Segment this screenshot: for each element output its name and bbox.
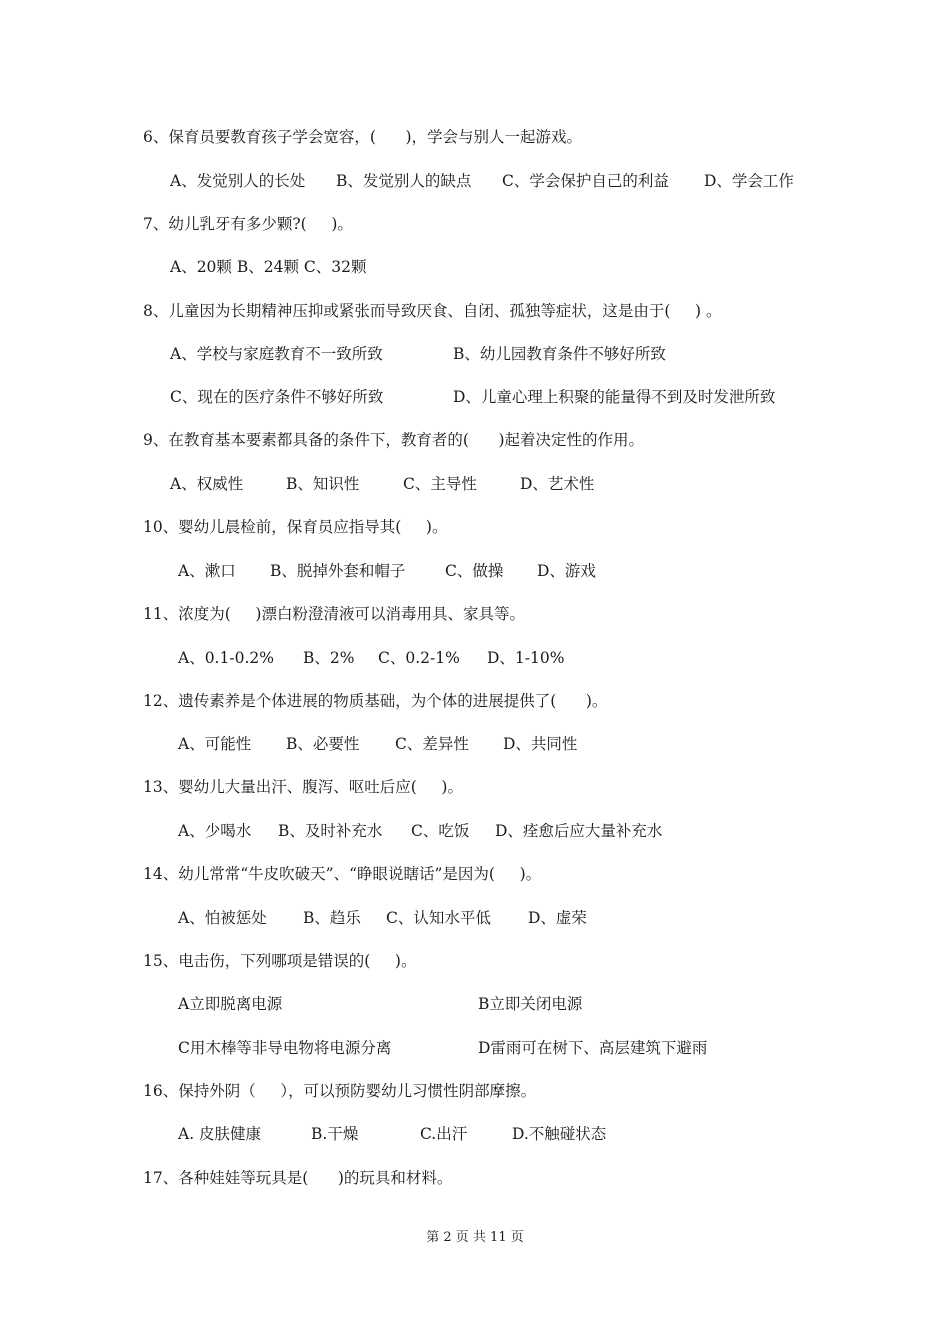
- question-12-stem: 12、遗传素养是个体进展的物质基础，为个体的进展提供了( )。: [143, 692, 608, 710]
- question-15-stem: 15、电击伤，下列哪项是错误的( )。: [143, 952, 417, 970]
- question-7-stem: 7、幼儿乳牙有多少颗?( )。: [143, 215, 353, 233]
- question-8-stem: 8、儿童因为长期精神压抑或紧张而导致厌食、自闭、孤独等症状，这是由于( ) 。: [143, 302, 722, 320]
- question-11-option-c: C、0.2-1%: [378, 649, 460, 667]
- question-6-option-a: A、发觉别人的长处: [170, 172, 306, 190]
- question-9-option-d: D、艺术性: [520, 475, 595, 493]
- question-16-option-d: D.不触碰状态: [512, 1125, 607, 1143]
- question-11-option-a: A、0.1-0.2%: [178, 649, 274, 667]
- question-10-option-b: B、脱掉外套和帽子: [270, 562, 406, 580]
- question-8-option-b: B、幼儿园教育条件不够好所致: [453, 345, 666, 363]
- question-9-stem: 9、在教育基本要素都具备的条件下，教育者的( )起着决定性的作用。: [143, 431, 645, 449]
- question-16-option-c: C.出汗: [420, 1125, 468, 1143]
- question-10-option-d: D、游戏: [537, 562, 596, 580]
- question-13-stem: 13、婴幼儿大量出汗、腹泻、呕吐后应( )。: [143, 778, 463, 796]
- question-13-option-d: D、痊愈后应大量补充水: [495, 822, 663, 840]
- question-15-option-a: A立即脱离电源: [178, 995, 283, 1013]
- question-9-option-c: C、主导性: [403, 475, 477, 493]
- question-6-option-c: C、学会保护自己的利益: [502, 172, 669, 190]
- question-8-option-c: C、现在的医疗条件不够好所致: [170, 388, 384, 406]
- question-15-option-c: C用木棒等非导电物将电源分离: [178, 1039, 392, 1057]
- question-11-stem: 11、浓度为( )漂白粉澄清液可以消毒用具、家具等。: [143, 605, 525, 623]
- question-6-option-d: D、学会工作: [704, 172, 794, 190]
- question-15-option-b: B立即关闭电源: [478, 995, 583, 1013]
- question-6-stem: 6、保育员要教育孩子学会宽容，( )，学会与别人一起游戏。: [143, 128, 583, 146]
- question-12-option-b: B、必要性: [286, 735, 360, 753]
- question-6-option-b: B、发觉别人的缺点: [336, 172, 472, 190]
- question-14-option-c: C、认知水平低: [386, 909, 491, 927]
- question-9-option-b: B、知识性: [286, 475, 360, 493]
- question-13-option-c: C、吃饭: [411, 822, 470, 840]
- question-10-stem: 10、婴幼儿晨检前，保育员应指导其( )。: [143, 518, 448, 536]
- question-16-option-b: B.干燥: [311, 1125, 359, 1143]
- question-10-option-a: A、漱口: [178, 562, 236, 580]
- question-14-option-b: B、趋乐: [303, 909, 361, 927]
- question-17-stem: 17、各种娃娃等玩具是( )的玩具和材料。: [143, 1169, 453, 1187]
- question-15-option-d: D雷雨可在树下、高层建筑下避雨: [478, 1039, 708, 1057]
- question-13-option-b: B、及时补充水: [278, 822, 383, 840]
- question-9-option-a: A、权威性: [170, 475, 244, 493]
- question-16-stem: 16、保持外阴（ ），可以预防婴幼儿习惯性阴部摩擦。: [143, 1082, 537, 1100]
- question-12-option-a: A、可能性: [178, 735, 252, 753]
- question-14-stem: 14、幼儿常常“牛皮吹破天”、“睁眼说瞎话”是因为( )。: [143, 865, 542, 883]
- question-7-options: A、20颗 B、24颗 C、32颗: [170, 258, 367, 276]
- question-14-option-a: A、怕被惩处: [178, 909, 267, 927]
- question-10-option-c: C、做操: [445, 562, 504, 580]
- question-16-option-a: A. 皮肤健康: [178, 1125, 262, 1143]
- question-8-option-a: A、学校与家庭教育不一致所致: [170, 345, 383, 363]
- question-11-option-d: D、1-10%: [487, 649, 565, 667]
- question-8-option-d: D、儿童心理上积聚的能量得不到及时发泄所致: [453, 388, 776, 406]
- question-13-option-a: A、少喝水: [178, 822, 252, 840]
- question-12-option-c: C、差异性: [395, 735, 469, 753]
- question-11-option-b: B、2%: [303, 649, 355, 667]
- page-number-footer: 第 2 页 共 11 页: [426, 1230, 524, 1245]
- question-12-option-d: D、共同性: [503, 735, 578, 753]
- question-14-option-d: D、虚荣: [528, 909, 587, 927]
